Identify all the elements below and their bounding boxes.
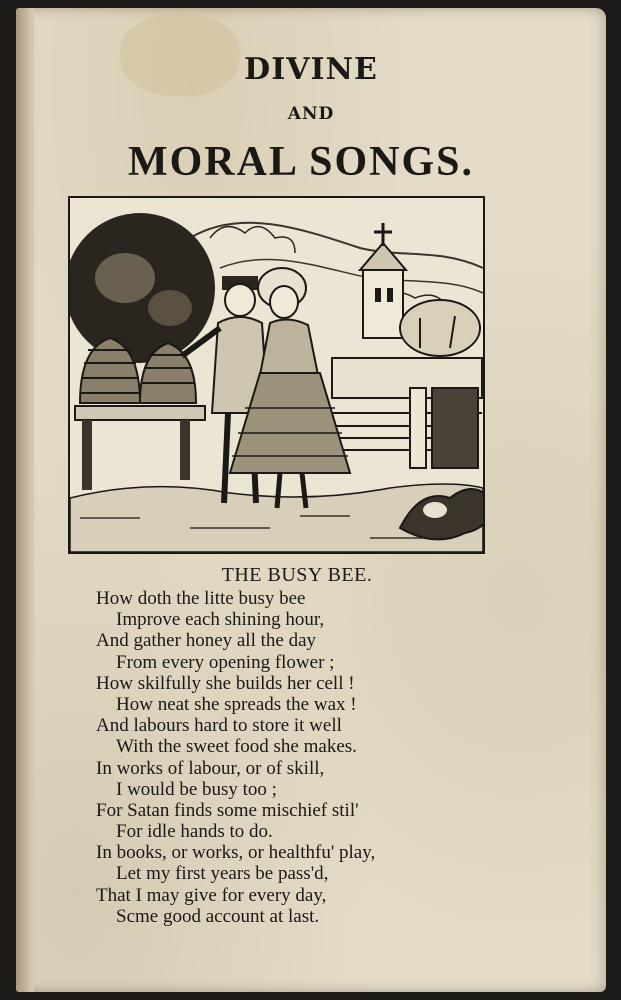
book-page xyxy=(16,8,606,992)
poem-line: And labours hard to store it well xyxy=(96,715,342,737)
poem-line: Improve each shining hour, xyxy=(116,609,325,631)
poem-line: How neat she spreads the wax ! xyxy=(116,693,357,715)
title-moral-songs: MORAL SONGS. xyxy=(127,139,475,185)
poem-line: How skilfully she builds her cell ! xyxy=(96,672,355,694)
poem-line: In works of labour, or of skill, xyxy=(96,757,325,779)
poem-line: That I may give for every day, xyxy=(96,884,327,906)
poem-line: From every opening flower ; xyxy=(116,651,335,673)
title-and: AND xyxy=(287,104,335,124)
title-divine: DIVINE xyxy=(244,52,378,87)
poem-line: Scme good account at last. xyxy=(116,905,320,927)
poem-title: THE BUSY BEE. xyxy=(221,564,373,586)
poem-line: In books, or works, or healthfu' play, xyxy=(96,842,376,864)
poem-line: With the sweet food she makes. xyxy=(116,736,357,758)
poem-line: How doth the litte busy bee xyxy=(96,588,306,609)
poem-text xyxy=(96,588,516,927)
woodcut-illustration xyxy=(68,196,485,554)
poem-line: For idle hands to do. xyxy=(116,821,273,843)
poem-line: For Satan finds some mischief stil' xyxy=(96,799,359,821)
poem-line: And gather honey all the day xyxy=(96,630,317,652)
poem-line: I would be busy too ; xyxy=(116,778,277,800)
poem-line: Let my first years be pass'd, xyxy=(116,863,329,885)
